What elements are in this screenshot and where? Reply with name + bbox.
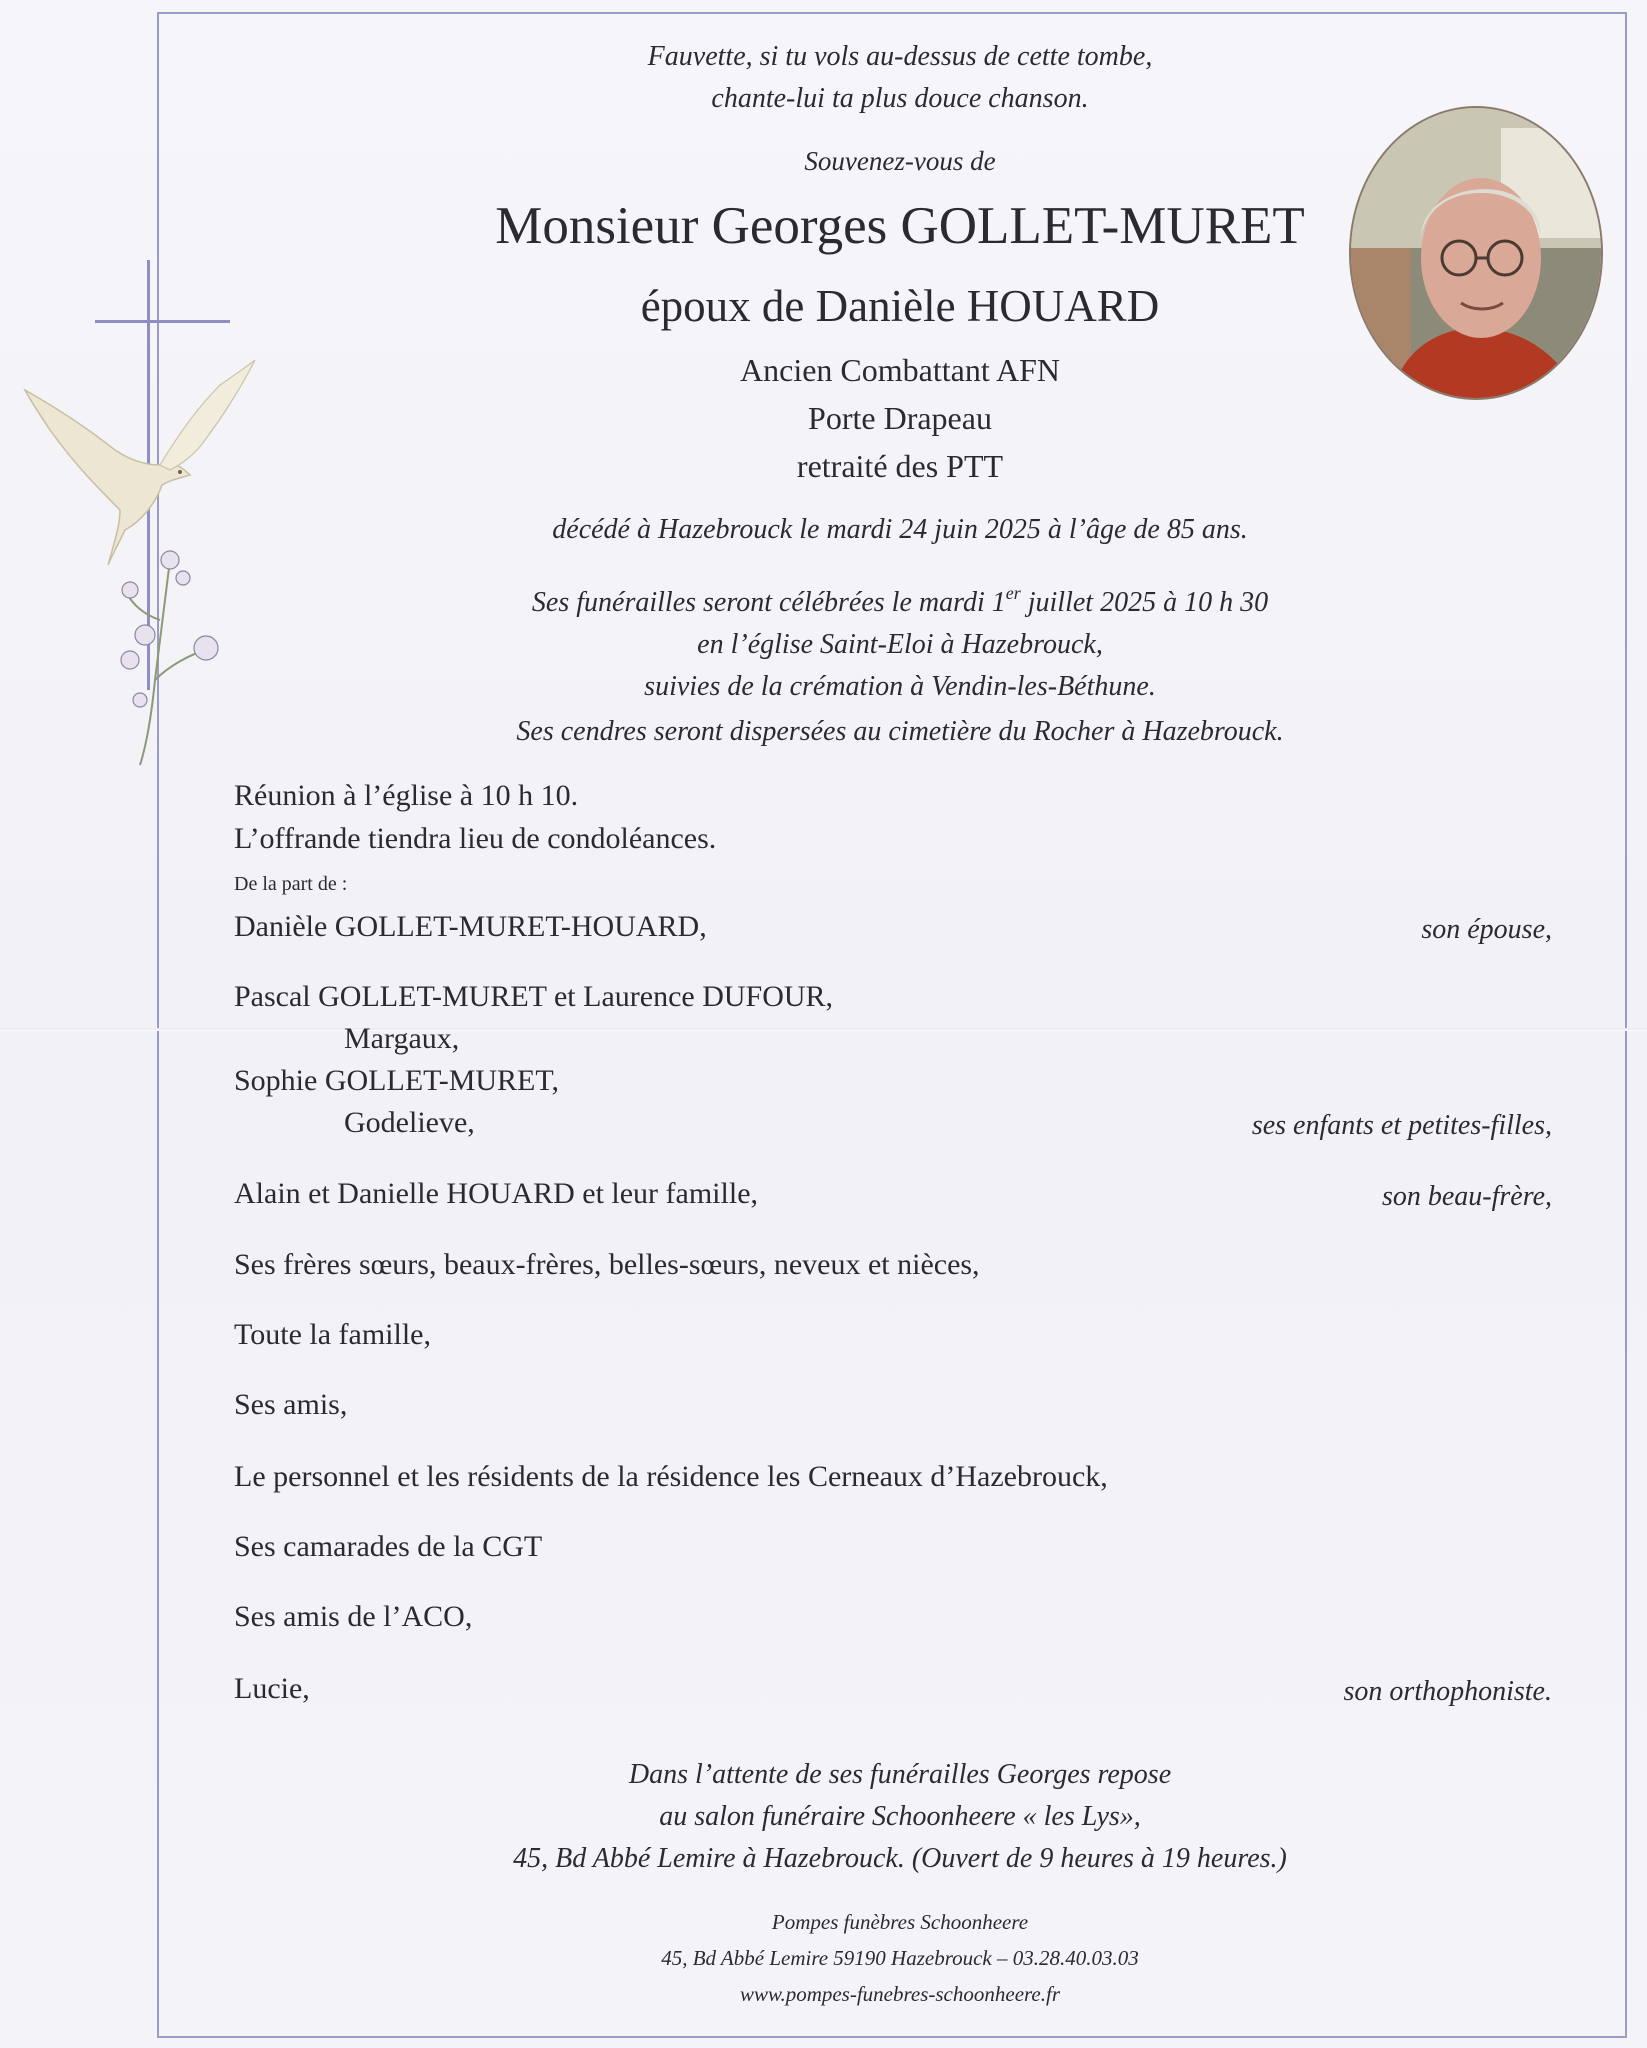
family-all: Toute la famille, [234, 1318, 431, 1351]
from-label: De la part de : [234, 873, 348, 895]
family-child-1: Pascal GOLLET-MURET et Laurence DUFOUR, [234, 980, 834, 1013]
family-brother: Alain et Danielle HOUARD et leur famille, [234, 1177, 759, 1210]
family-siblings: Ses frères sœurs, beaux-frères, belles-sœurs, neveux et nièces, [234, 1248, 980, 1281]
meeting-line: Réunion à l’église à 10 h 10. [234, 779, 579, 812]
spouse-line: époux de Danièle HOUARD [640, 281, 1160, 331]
verse-line-2: chante-lui ta plus douce chanson. [711, 83, 1089, 114]
footer-website[interactable]: www.pompes-funebres-schoonheere.fr [739, 1982, 1060, 2006]
title-1: Ancien Combattant AFN [740, 352, 1060, 388]
family-brother-relation: son beau-frère, [1381, 1181, 1552, 1212]
ashes-line: Ses cendres seront dispersées au cimetière du Rocher à Hazebrouck. [516, 716, 1284, 747]
rest-block [380, 1754, 1420, 1880]
family-grandchild-2: Godelieve, [344, 1106, 475, 1139]
family-wife-relation: son épouse, [1421, 914, 1552, 945]
funeral-line-1: Ses funérailles seront célébrées le mardi 1er juillet 2025 à 10 h 30 [531, 583, 1269, 618]
titles-block [420, 346, 1380, 490]
dove-icon [25, 360, 255, 565]
rest-line-2: au salon funéraire Schoonheere « les Lys», [659, 1801, 1141, 1832]
family-children-relation: ses enfants et petites-filles, [1251, 1110, 1552, 1141]
family-grandchild-1: Margaux, [344, 1022, 460, 1055]
family-aco: Ses amis de l’ACO, [234, 1600, 473, 1633]
souvenez-text: Souvenez-vous de [804, 146, 996, 176]
family-friends: Ses amis, [234, 1388, 348, 1421]
offering-line: L’offrande tiendra lieu de condoléances. [234, 822, 717, 855]
flower-icons [121, 551, 218, 707]
title-3: retraité des PTT [796, 448, 1004, 484]
rest-line-1: Dans l’attente de ses funérailles Georges repose [628, 1759, 1172, 1790]
verse [420, 36, 1380, 120]
funeral-block [400, 572, 1400, 708]
title-2: Porte Drapeau [808, 400, 992, 436]
family-child-2: Sophie GOLLET-MURET, [234, 1064, 559, 1097]
footer-company: Pompes funèbres Schoonheere [771, 1910, 1029, 1934]
portrait-photo [1351, 108, 1601, 398]
deceased-name: Monsieur Georges GOLLET-MURET [495, 197, 1305, 255]
family-wife: Danièle GOLLET-MURET-HOUARD, [234, 910, 707, 943]
family-lucie-relation: son orthophoniste. [1343, 1676, 1552, 1707]
verse-line-1: Fauvette, si tu vols au-dessus de cette tombe, [647, 41, 1153, 72]
funeral-line-3: suivies de la crémation à Vendin-les-Béthune. [644, 671, 1156, 702]
footer-address: 45, Bd Abbé Lemire 59190 Hazebrouck – 03.28.40.03.03 [661, 1946, 1139, 1970]
fold-line [0, 1028, 1647, 1031]
death-line: décédé à Hazebrouck le mardi 24 juin 2025 à l’âge de 85 ans. [552, 514, 1248, 545]
family-comrades: Ses camarades de la CGT [234, 1530, 543, 1563]
family-staff: Le personnel et les résidents de la résidence les Cerneaux d’Hazebrouck, [234, 1460, 1108, 1493]
funeral-line-2: en l’église Saint-Eloi à Hazebrouck, [697, 629, 1103, 660]
footer [400, 1904, 1400, 2012]
family-lucie: Lucie, [234, 1672, 310, 1705]
rest-line-3: 45, Bd Abbé Lemire à Hazebrouck. (Ouvert de 9 heures à 19 heures.) [513, 1843, 1287, 1874]
cross-dove-flowers-decoration [20, 260, 260, 780]
